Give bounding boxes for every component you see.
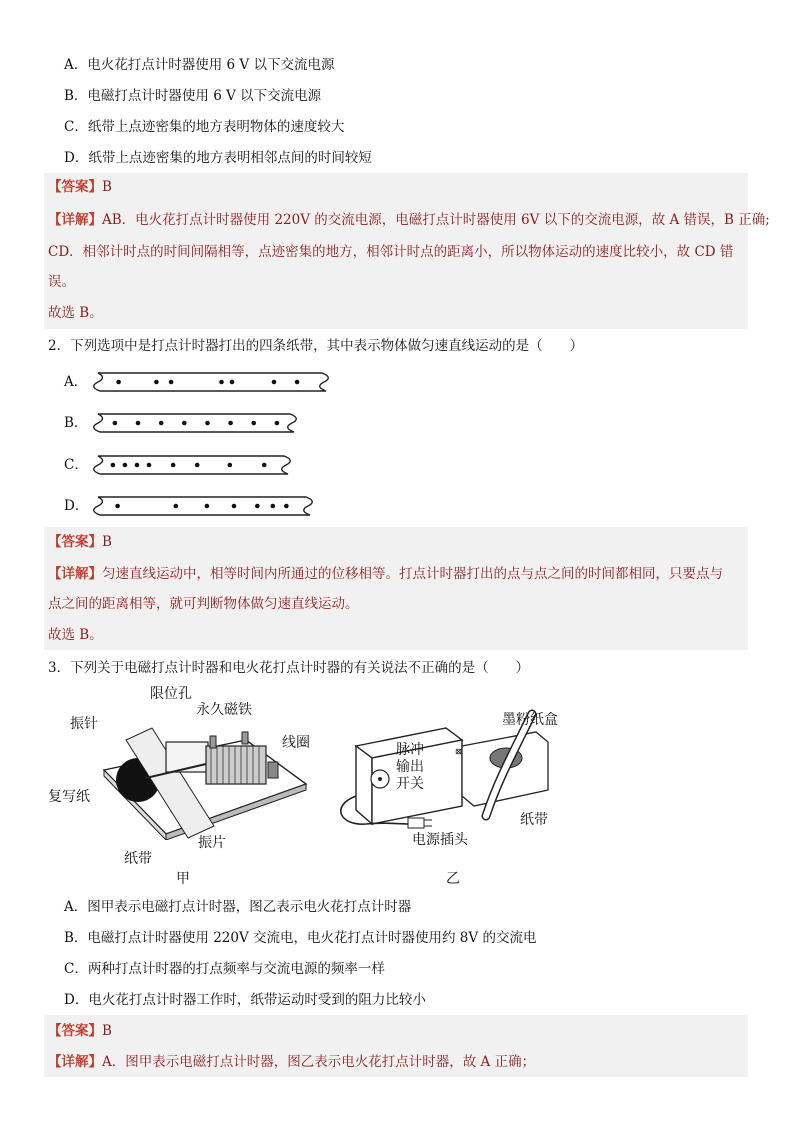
q3-option-c: C．两种打点计时器的打点频率与交流电源的频率一样 <box>64 961 385 977</box>
tape-dot <box>230 380 235 385</box>
label-pulse: 脉冲 <box>396 742 424 758</box>
q3-option-b: B．电磁打点计时器使用 220V 交流电，电火花打点计时器使用约 8V 的交流电 <box>64 930 537 946</box>
tape-dot <box>171 463 176 468</box>
tape-outline <box>94 414 297 432</box>
label-paper-tape-jia: 纸带 <box>124 851 152 867</box>
label-carbon-paper: 复写纸 <box>48 789 90 805</box>
answer-value: B <box>102 179 112 195</box>
tape-dot <box>232 504 237 509</box>
q2-answer-block <box>44 527 748 650</box>
detail-tag: 【详解】 <box>48 566 102 582</box>
tape-dot <box>113 421 118 426</box>
q3-option-d: D．电火花打点计时器工作时，纸带运动时受到的阻力比较小 <box>64 992 426 1008</box>
q2-tape-c <box>92 453 294 477</box>
label-toner-box: 墨粉纸盒 <box>502 712 558 728</box>
tape-dot <box>147 463 152 468</box>
detail-text: A．图甲表示电磁打点计时器，图乙表示电火花打点计时器，故 A 正确； <box>102 1054 536 1070</box>
q1-option-d: D．纸带上点迹密集的地方表明相邻点间的时间较短 <box>64 150 372 166</box>
q1-option-b: B．电磁打点计时器使用 6 V 以下交流电源 <box>64 88 322 104</box>
tape-dot <box>262 463 267 468</box>
label-switch: 开关 <box>396 776 424 792</box>
label-permanent-magnet: 永久磁铁 <box>196 702 252 718</box>
tape-outline <box>94 497 313 515</box>
q2-answer-row <box>48 533 112 551</box>
q2-tape-b <box>92 411 300 435</box>
tape-dot <box>174 504 179 509</box>
tape-dot <box>135 463 140 468</box>
figure-jia-electromagnetic-timer <box>96 700 326 840</box>
q3-answer-block <box>44 1015 748 1077</box>
tape-dot <box>111 463 116 468</box>
q2-tape-label-a: A． <box>64 374 88 390</box>
tape-dot <box>228 463 233 468</box>
tape-dot <box>159 421 164 426</box>
q3-option-a: A．图甲表示电磁打点计时器，图乙表示电火花打点计时器 <box>64 899 412 915</box>
q2-stem: 2．下列选项中是打点计时器打出的四条纸带，其中表示物体做匀速直线运动的是（ ） <box>48 338 584 354</box>
q1-conclusion: 故选 B。 <box>48 305 103 321</box>
answer-tag: 【答案】 <box>48 179 102 195</box>
q3-answer-row <box>48 1022 112 1040</box>
tape-dot <box>272 380 277 385</box>
caption-yi: 乙 <box>446 871 460 887</box>
tape-dot <box>123 463 128 468</box>
answer-tag: 【答案】 <box>48 534 102 550</box>
label-limit-hole: 限位孔 <box>150 686 192 702</box>
label-vibrating-needle: 振针 <box>70 716 98 732</box>
tape-dot <box>136 421 141 426</box>
label-vibrating-plate: 振片 <box>198 835 226 851</box>
tape-dot <box>205 421 210 426</box>
detail-tag: 【详解】 <box>48 1054 102 1070</box>
q1-answer-row <box>48 178 112 196</box>
tape-dot <box>219 380 224 385</box>
q3-detail-line-1 <box>48 1053 535 1071</box>
q1-detail-line-2: CD．相邻计时点的时间间隔相等，点迹密集的地方，相邻计时点的距离小，所以物体运动的速度比较小，故 CD 错 <box>48 244 734 260</box>
tape-dot <box>251 421 256 426</box>
q3-stem: 3．下列关于电磁打点计时器和电火花打点计时器的有关说法不正确的是（ ） <box>48 660 530 676</box>
q2-tape-d <box>92 494 316 518</box>
tape-dot <box>154 380 159 385</box>
answer-value: B <box>102 534 112 550</box>
q1-option-a: A．电火花打点计时器使用 6 V 以下交流电源 <box>64 57 335 73</box>
svg-text:⊠: ⊠ <box>455 747 462 756</box>
tape-dot <box>271 504 276 509</box>
q2-tape-label-b: B． <box>64 415 88 431</box>
tape-dot <box>169 380 174 385</box>
label-output: 输出 <box>396 759 424 775</box>
label-power-plug: 电源插头 <box>412 832 468 848</box>
q1-answer-block <box>44 173 770 329</box>
detail-tag: 【详解】 <box>48 212 102 228</box>
q2-tape-a <box>92 370 332 394</box>
tape-dot <box>295 380 300 385</box>
q2-tape-label-c: C． <box>64 457 88 473</box>
answer-value: B <box>102 1023 112 1039</box>
q1-option-c: C．纸带上点迹密集的地方表明物体的速度较大 <box>64 119 345 135</box>
tape-dot <box>116 380 121 385</box>
tape-dot <box>284 504 289 509</box>
q1-detail-line-3: 误。 <box>48 274 75 290</box>
tape-dot <box>255 504 260 509</box>
q2-detail-line-1 <box>48 565 723 583</box>
caption-jia: 甲 <box>176 871 190 887</box>
q1-detail-line-1 <box>48 211 770 229</box>
tape-outline <box>94 373 329 391</box>
label-paper-tape-yi: 纸带 <box>520 812 548 828</box>
tape-dot <box>205 504 210 509</box>
tape-dot <box>195 463 200 468</box>
q2-conclusion: 故选 B。 <box>48 627 103 643</box>
tape-dot <box>115 504 120 509</box>
answer-tag: 【答案】 <box>48 1023 102 1039</box>
q2-tape-label-d: D． <box>64 498 89 514</box>
detail-text: AB．电火花打点计时器使用 220V 的交流电源，电磁打点计时器使用 6V 以下的交流电源，故 A 错误，B 正确; <box>102 212 770 228</box>
label-coil: 线圈 <box>282 735 310 751</box>
detail-text: 匀速直线运动中，相等时间内所通过的位移相等。打点计时器打出的点与点之间的时间都相同，只要点与 <box>102 566 723 582</box>
tape-dot <box>228 421 233 426</box>
tape-dot <box>182 421 187 426</box>
q2-detail-line-2: 点之间的距离相等，就可判断物体做匀速直线运动。 <box>48 596 359 612</box>
tape-dot <box>275 421 280 426</box>
